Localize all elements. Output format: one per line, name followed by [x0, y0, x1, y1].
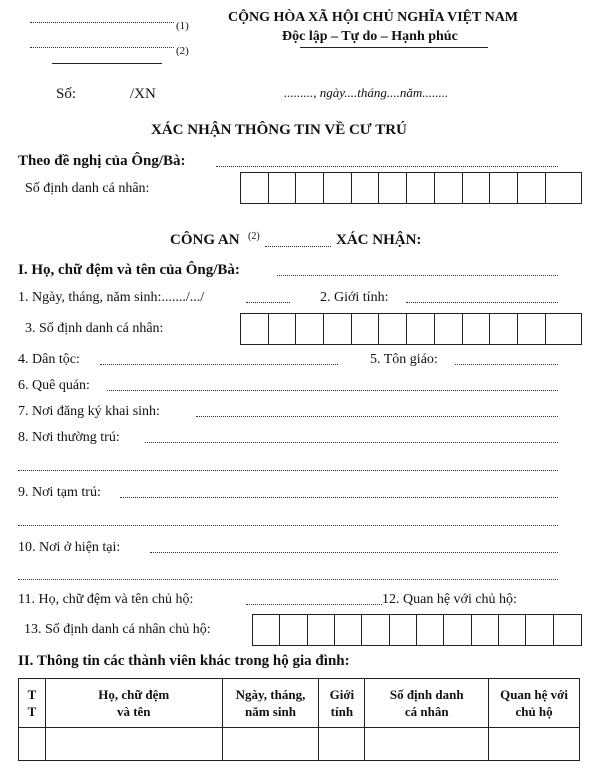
dob-year-field[interactable] [246, 302, 290, 303]
birthplace-label: 7. Nơi đăng ký khai sinh: [18, 404, 160, 419]
section2-title: II. Thông tin các thành viên khác trong hộ gia đình: [18, 653, 350, 669]
birthplace-field[interactable] [196, 416, 558, 417]
request-name-field[interactable] [216, 166, 558, 167]
gender-label: 2. Giới tính: [320, 290, 389, 305]
col-full-name: Họ, chữ đệm và tên [45, 679, 222, 728]
request-id-boxes[interactable] [240, 172, 582, 204]
confirm-sup: (2) [248, 231, 260, 242]
col-stt: T T [19, 679, 46, 728]
cell-gender[interactable] [319, 728, 365, 761]
agency-note-2: (2) [176, 45, 189, 57]
hometown-field[interactable] [107, 390, 558, 391]
country-name: CỘNG HÒA XÃ HỘI CHỦ NGHĨA VIỆT NAM [228, 10, 519, 25]
so-suffix: /XN [130, 86, 156, 102]
cell-relation[interactable] [489, 728, 580, 761]
document-title: XÁC NHẬN THÔNG TIN VỀ CƯ TRÚ [151, 122, 407, 138]
temporary-field[interactable] [120, 497, 558, 498]
permanent-label: 8. Nơi thường trú: [18, 430, 120, 445]
head-id-boxes[interactable] [252, 614, 582, 646]
religion-label: 5. Tôn giáo: [370, 352, 438, 367]
motto: Độc lập – Tự do – Hạnh phúc [282, 29, 458, 44]
full-name-field[interactable] [277, 275, 558, 276]
cell-full-name[interactable] [45, 728, 222, 761]
motto-underline [300, 47, 488, 48]
current-field[interactable] [150, 552, 558, 553]
agency-note-1: (1) [176, 20, 189, 32]
head-name-field[interactable] [246, 604, 382, 605]
hometown-label: 6. Quê quán: [18, 378, 90, 393]
dob-label: 1. Ngày, tháng, năm sinh:......./.../ [18, 290, 205, 305]
cell-dob[interactable] [222, 728, 319, 761]
members-header-row [19, 679, 580, 728]
cell-id[interactable] [365, 728, 489, 761]
so-label: Số: [56, 86, 77, 102]
section1-title: I. Họ, chữ đệm và tên của Ông/Bà: [18, 262, 240, 278]
gender-field[interactable] [406, 302, 558, 303]
date-line: ........., ngày....tháng....năm........ [284, 85, 449, 100]
cell-stt[interactable] [19, 728, 46, 761]
head-name-label: 11. Họ, chữ đệm và tên chủ hộ: [18, 592, 194, 607]
relation-label: 12. Quan hệ với chủ hộ: [382, 592, 517, 607]
permanent-field[interactable] [145, 442, 558, 443]
table-row [19, 728, 580, 761]
confirm-suffix: XÁC NHẬN: [336, 232, 422, 248]
agency-line-2[interactable] [30, 47, 174, 48]
agency-line-1[interactable] [30, 22, 174, 23]
temporary-field-line2[interactable] [18, 525, 558, 526]
id-label: 3. Số định danh cá nhân: [25, 321, 164, 336]
religion-field[interactable] [455, 364, 558, 365]
confirm-prefix: CÔNG AN [170, 232, 240, 248]
header-left-divider [52, 63, 162, 64]
temporary-label: 9. Nơi tạm trú: [18, 485, 101, 500]
col-id: Số định danh cá nhân [365, 679, 489, 728]
request-label: Theo đề nghị của Ông/Bà: [18, 153, 186, 169]
members-table [18, 678, 580, 761]
request-id-label: Số định danh cá nhân: [25, 181, 150, 196]
col-gender: Giới tính [319, 679, 365, 728]
current-label: 10. Nơi ở hiện tại: [18, 540, 121, 555]
head-id-label: 13. Số định danh cá nhân chủ hộ: [24, 622, 211, 637]
col-dob: Ngày, tháng, năm sinh [222, 679, 319, 728]
permanent-field-line2[interactable] [18, 470, 558, 471]
current-field-line2[interactable] [18, 579, 558, 580]
police-unit-field[interactable] [265, 246, 331, 247]
ethnic-label: 4. Dân tộc: [18, 352, 80, 367]
col-relation: Quan hệ với chủ hộ [489, 679, 580, 728]
id-boxes[interactable] [240, 313, 582, 345]
ethnic-field[interactable] [100, 364, 338, 365]
